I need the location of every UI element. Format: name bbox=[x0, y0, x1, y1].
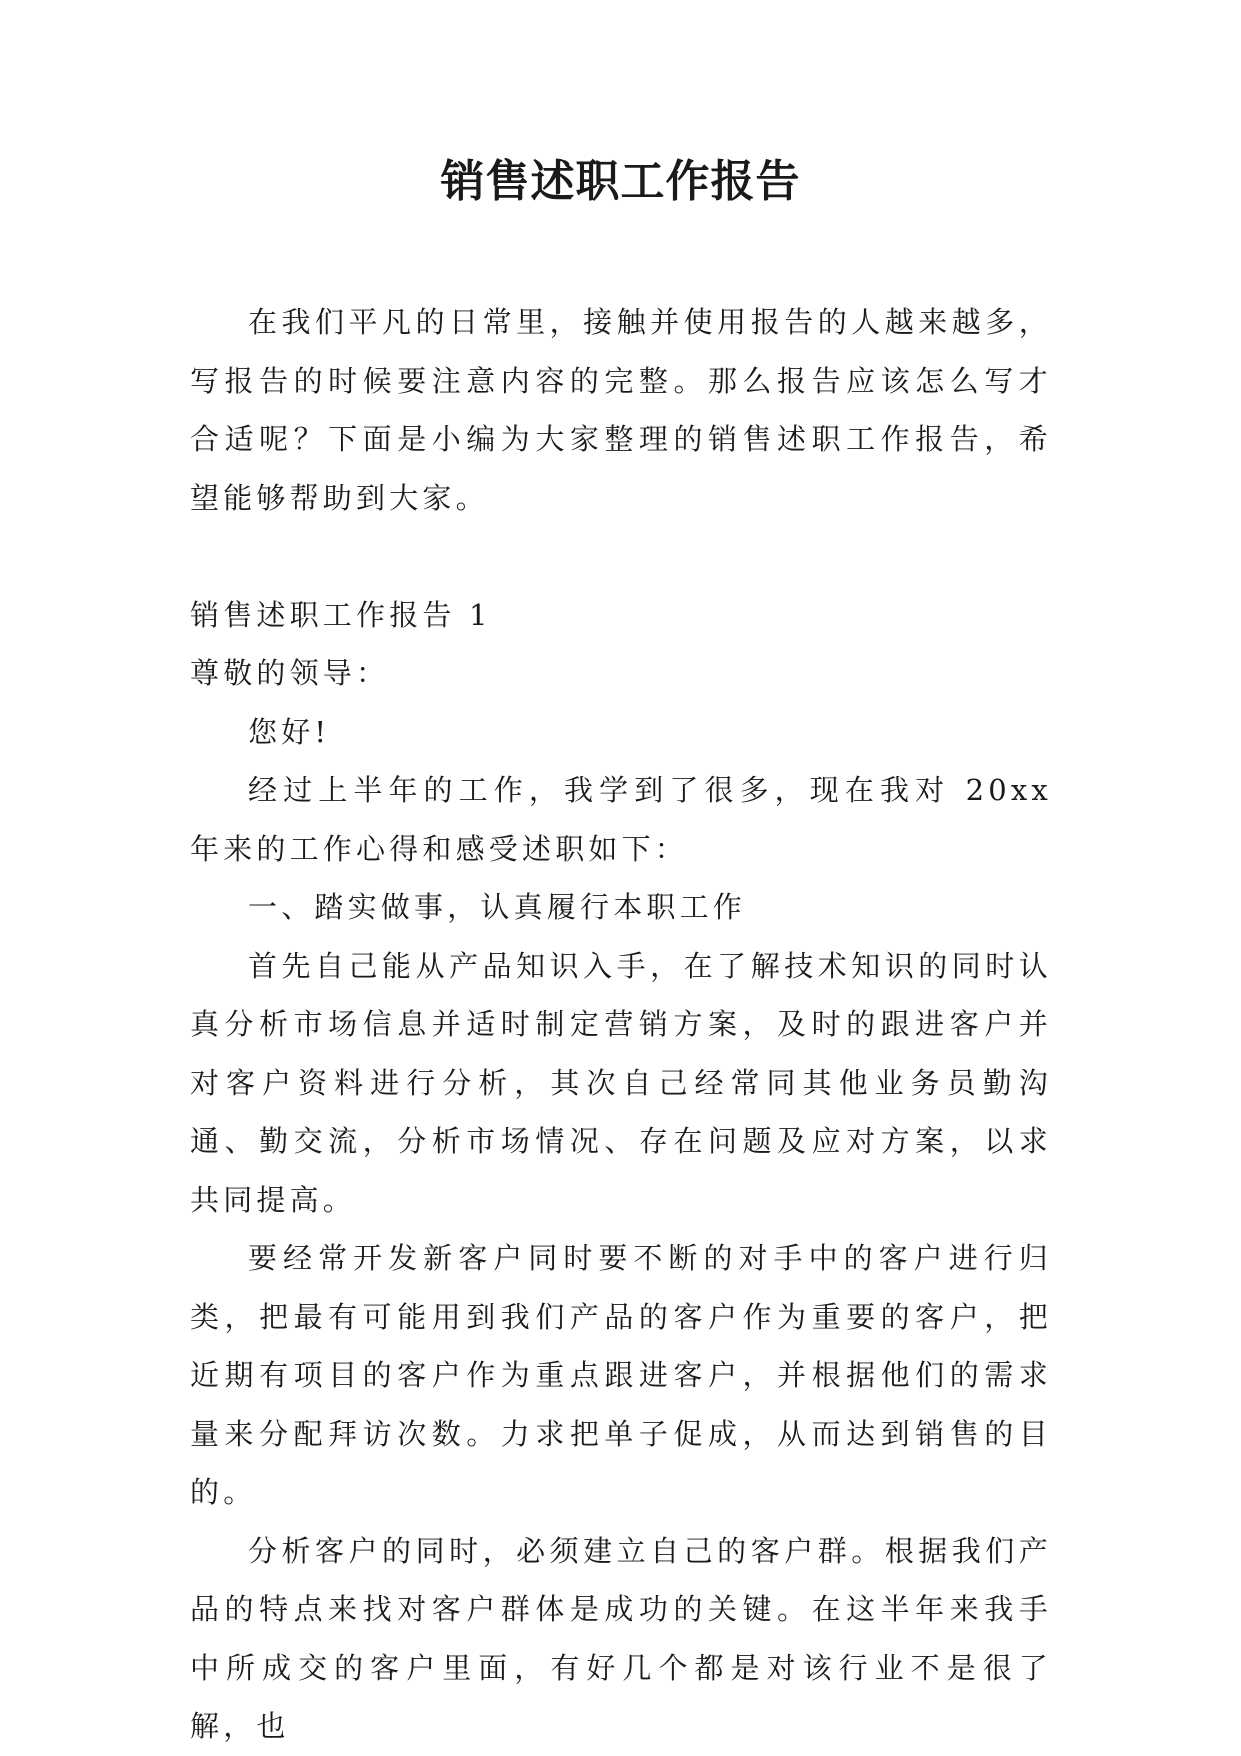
paragraph-spacer bbox=[190, 527, 1052, 586]
body-paragraph: 分析客户的同时，必须建立自己的客户群。根据我们产品的特点来找对客户群体是成功的关键。在这半年来我手中所成交的客户里面，有好几个都是对该行业不是很了解，也 bbox=[190, 1533, 1052, 1743]
document-body bbox=[190, 293, 1052, 1756]
salutation: 尊敬的领导： bbox=[190, 656, 390, 690]
section-heading: 销售述职工作报告 1 bbox=[190, 597, 492, 632]
greeting: 您好! bbox=[248, 714, 331, 749]
body-paragraph: 要经常开发新客户同时要不断的对手中的客户进行归类，把最有可能用到我们产品的客户作为重要的客户，把近期有项目的客户作为重点跟进客户，并根据他们的需求量来分配拜访次数。力求把单子促成，从而达到销售的目的。 bbox=[190, 1241, 1052, 1509]
body-paragraph: 首先自己能从产品知识入手，在了解技术知识的同时认真分析市场信息并适时制定营销方案，及时的跟进客户并对客户资料进行分析，其次自己经常同其他业务员勤沟通、勤交流，分析市场情况、存在问题及应对方案，以求共同提高。 bbox=[190, 948, 1052, 1217]
intro-paragraph: 在我们平凡的日常里，接触并使用报告的人越来越多，写报告的时候要注意内容的完整。那么报告应该怎么写才合适呢？下面是小编为大家整理的销售述职工作报告，希望能够帮助到大家。 bbox=[190, 305, 1052, 515]
document-title: 销售述职工作报告 bbox=[440, 156, 801, 207]
body-paragraph: 经过上半年的工作，我学到了很多，现在我对 20xx 年来的工作心得和感受述职如下： bbox=[190, 773, 1052, 866]
subsection-heading: 一、踏实做事，认真履行本职工作 bbox=[248, 890, 747, 924]
